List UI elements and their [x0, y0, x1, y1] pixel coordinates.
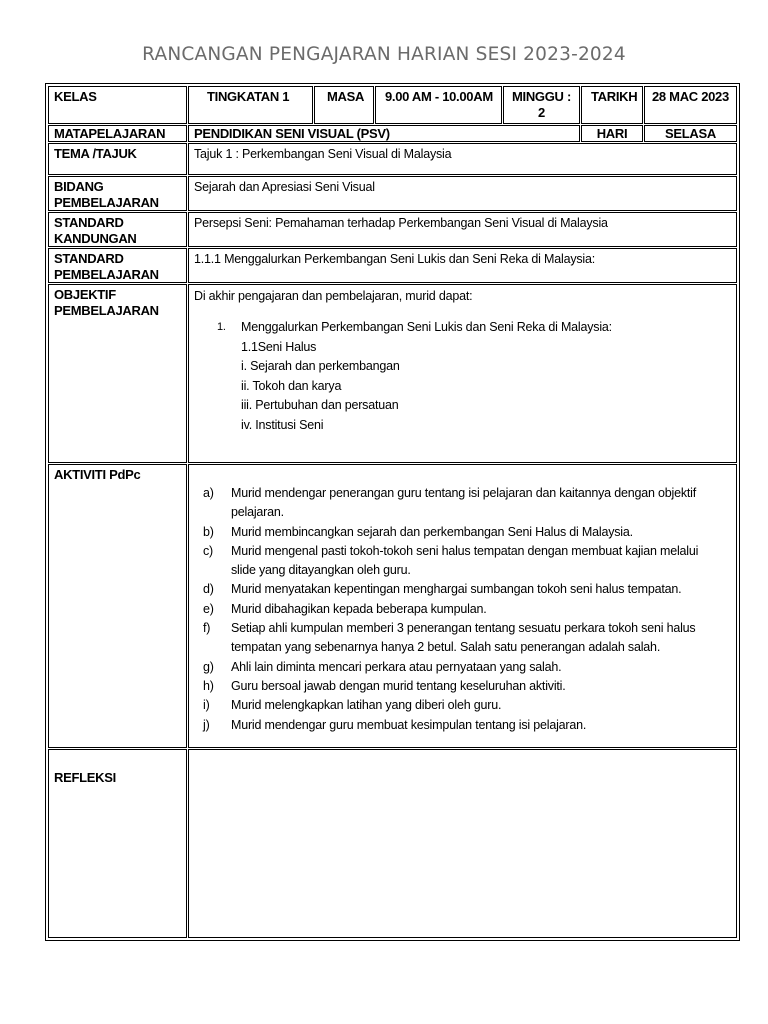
aktiviti-text: pelajaran.: [231, 505, 284, 520]
aktiviti-letter: f): [203, 621, 211, 636]
objektif-sub-item: iv. Institusi Seni: [241, 417, 324, 432]
bidang-value: Sejarah dan Apresiasi Seni Visual: [188, 176, 737, 211]
aktiviti-item: [203, 600, 733, 619]
masa-label: MASA: [314, 86, 374, 124]
aktiviti-cell: [188, 464, 737, 748]
aktiviti-text: Murid mengenal pasti tokoh-tokoh seni halus tempatan dengan membuat kajian melalui: [231, 543, 699, 558]
standard-kandungan-value: Persepsi Seni: Pemahaman terhadap Perkembangan Seni Visual di Malaysia: [188, 212, 737, 247]
aktiviti-letter: j): [203, 717, 210, 732]
standard-pembelajaran-label: STANDARD PEMBELAJARAN: [48, 248, 187, 283]
objektif-sub-item: iii. Pertubuhan dan persatuan: [241, 398, 399, 412]
minggu-label: MINGGU : 2: [503, 86, 580, 124]
aktiviti-text: Murid mendengar penerangan guru tentang isi pelajaran dan kaitannya dengan objektif: [231, 486, 696, 500]
kelas-label: KELAS: [48, 86, 187, 124]
tema-value: Tajuk 1 : Perkembangan Seni Visual di Malaysia: [188, 143, 737, 175]
aktiviti-letter: e): [203, 601, 214, 616]
aktiviti-letter: a): [203, 486, 214, 500]
aktiviti-item: [203, 696, 733, 715]
aktiviti-text: slide yang ditayangkan oleh guru.: [231, 563, 411, 578]
aktiviti-item: [203, 658, 733, 677]
aktiviti-text: Murid dibahagikan kepada beberapa kumpulan.: [231, 601, 487, 616]
objektif-item: [217, 318, 612, 435]
aktiviti-list: [203, 484, 733, 735]
kelas-value: TINGKATAN 1: [188, 86, 313, 124]
aktiviti-letter: b): [203, 524, 214, 539]
aktiviti-text: Murid membincangkan sejarah dan perkembangan Seni Halus di Malaysia.: [231, 524, 633, 539]
masa-value: 9.00 AM - 10.00AM: [375, 86, 502, 124]
aktiviti-item: [203, 619, 733, 658]
aktiviti-letter: d): [203, 582, 214, 597]
objektif-sub-heading: 1.1Seni Halus: [241, 339, 317, 354]
aktiviti-text: Murid mendengar guru membuat kesimpulan tentang isi pelajaran.: [231, 717, 587, 732]
aktiviti-item: [203, 523, 733, 542]
aktiviti-text: Setiap ahli kumpulan memberi 3 penerangan tentang sesuatu perkara tokoh seni halus: [231, 621, 696, 636]
aktiviti-item: [203, 716, 733, 735]
aktiviti-label: AKTIVITI PdPc: [48, 464, 187, 748]
aktiviti-item: [203, 484, 733, 523]
subject-value: PENDIDIKAN SENI VISUAL (PSV): [188, 125, 580, 142]
objektif-sub-item: i. Sejarah dan perkembangan: [241, 359, 400, 373]
aktiviti-item: [203, 677, 733, 696]
objektif-sub-item: ii. Tokoh dan karya: [241, 378, 342, 393]
refleksi-value: [188, 749, 737, 938]
aktiviti-item: [203, 542, 733, 581]
aktiviti-text: tempatan yang sebenarnya hanya 2 betul. Salah satu penerangan adalah salah.: [231, 640, 661, 655]
aktiviti-text: Ahli lain diminta mencari perkara atau pernyataan yang salah.: [231, 659, 562, 674]
aktiviti-letter: g): [203, 659, 214, 674]
tema-label: TEMA /TAJUK: [48, 143, 187, 175]
objektif-cell: [188, 284, 737, 463]
refleksi-label: REFLEKSI: [48, 749, 187, 938]
aktiviti-letter: h): [203, 678, 214, 693]
page-title: RANCANGAN PENGAJARAN HARIAN SESI 2023-2024: [142, 44, 626, 65]
standard-kandungan-label: STANDARD KANDUNGAN: [48, 212, 187, 247]
objektif-label: OBJEKTIF PEMBELAJARAN: [48, 284, 187, 463]
aktiviti-text: Murid melengkapkan latihan yang diberi oleh guru.: [231, 698, 502, 713]
tarikh-label: TARIKH: [581, 86, 643, 124]
aktiviti-text: Murid menyatakan kepentingan menghargai sumbangan tokoh seni halus tempatan.: [231, 582, 682, 597]
hari-value: SELASA: [644, 125, 737, 142]
objektif-item-number: 1.: [217, 321, 226, 333]
tarikh-value: 28 MAC 2023: [644, 86, 737, 124]
objektif-item-text: Menggalurkan Perkembangan Seni Lukis dan Seni Reka di Malaysia:: [241, 320, 612, 334]
aktiviti-letter: c): [203, 543, 214, 558]
aktiviti-item: [203, 580, 733, 599]
hari-label: HARI: [581, 125, 643, 142]
standard-pembelajaran-value: 1.1.1 Menggalurkan Perkembangan Seni Lukis dan Seni Reka di Malaysia:: [188, 248, 737, 283]
bidang-label: BIDANG PEMBELAJARAN: [48, 176, 187, 211]
aktiviti-text: Guru bersoal jawab dengan murid tentang keseluruhan aktiviti.: [231, 678, 566, 693]
objektif-intro: Di akhir pengajaran dan pembelajaran, murid dapat:: [194, 289, 473, 303]
subject-label: MATAPELAJARAN: [48, 125, 187, 142]
aktiviti-letter: i): [203, 698, 210, 713]
